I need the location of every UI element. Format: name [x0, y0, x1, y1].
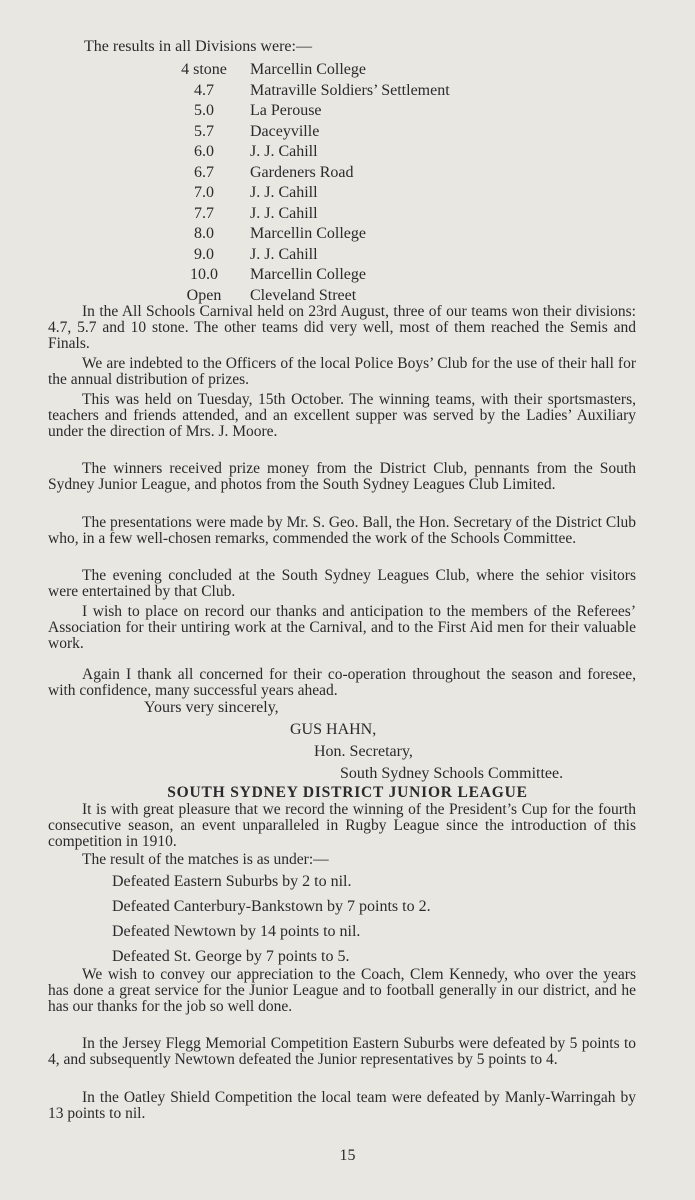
- signatory-committee: South Sydney Schools Committee.: [340, 765, 564, 782]
- paragraph-presidents-cup: It is with great pleasure that we record the winning of the President’s Cup for the fourth consecutive season, an event unparalleled in Rugby League since the introduction of this competition in 1910.: [48, 801, 636, 850]
- division-label: Open: [186, 286, 222, 304]
- letter-closing: Yours very sincerely,: [144, 699, 279, 716]
- winning-team: Daceyville: [250, 122, 320, 140]
- division-label: 8.0: [194, 225, 214, 242]
- division-label: 5.7: [194, 122, 214, 140]
- result-row: [170, 60, 450, 81]
- result-row: [170, 245, 450, 266]
- division-label: 7.0: [194, 184, 214, 201]
- result-row: [170, 142, 450, 163]
- paragraph-jersey-flegg: In the Jersey Flegg Memorial Competition Eastern Suburbs were defeated by 5 points to 4, and subsequently Newtown defeated the Junior representatives by 5 points to 4.: [48, 1035, 636, 1068]
- division-label: 4.7: [194, 81, 214, 99]
- division-label: 5.0: [194, 102, 214, 119]
- signatory-name: GUS HAHN,: [290, 721, 377, 738]
- result-row: [170, 224, 450, 245]
- result-row: [170, 101, 450, 122]
- results-intro: The results in all Divisions were:—: [84, 38, 312, 55]
- result-row: [170, 204, 450, 225]
- match-result: Defeated Canterbury-Bankstown by 7 points to 2.: [112, 898, 431, 915]
- page-number: 15: [339, 1147, 356, 1164]
- winning-team: Marcellin College: [250, 61, 366, 78]
- section-heading: SOUTH SYDNEY DISTRICT JUNIOR LEAGUE: [167, 784, 528, 801]
- result-row: [170, 163, 450, 184]
- winning-team: J. J. Cahill: [250, 204, 318, 222]
- division-label: 10.0: [190, 266, 218, 283]
- paragraph-prize-night: This was held on Tuesday, 15th October. The winning teams, with their sportsmasters, teachers and friends attended, and an excellent supper was served by the Ladies’ Auxiliary under the direction of Mrs. J. Moore.: [48, 391, 636, 440]
- division-label: 6.0: [194, 143, 214, 160]
- match-result: Defeated Eastern Suburbs by 2 to nil.: [112, 873, 352, 890]
- signatory-title: Hon. Secretary,: [314, 743, 413, 760]
- winning-team: Matraville Soldiers’ Settlement: [250, 81, 450, 99]
- division-label: 6.7: [194, 163, 214, 181]
- result-row: [170, 265, 450, 286]
- paragraph-carnival: In the All Schools Carnival held on 23rd August, three of our teams won their divisions: 4.7, 5.7 and 10 stone. The other teams did very well, most of them reached the Semis and Finals.: [48, 303, 636, 352]
- result-row: [170, 122, 450, 143]
- winning-team: Marcellin College: [250, 266, 366, 283]
- division-label: 7.7: [194, 204, 214, 222]
- winning-team: J. J. Cahill: [250, 143, 318, 160]
- paragraph-coach: We wish to convey our appreciation to the Coach, Clem Kennedy, who over the years has done a great service for the Junior League and to football generally in our district, and he has our thanks for the job so well done.: [48, 966, 636, 1015]
- paragraph-match-results-intro: The result of the matches is as under:—: [82, 851, 329, 868]
- division-results-list: [170, 60, 450, 306]
- winning-team: Gardeners Road: [250, 163, 354, 181]
- paragraph-thanks: Again I thank all concerned for their co-operation throughout the season and foresee, with confidence, many successful years ahead.: [48, 666, 636, 699]
- winning-team: La Perouse: [250, 102, 322, 119]
- paragraph-referees: I wish to place on record our thanks and anticipation to the members of the Referees’ Association for their untiring work at the Carnival, and to the First Aid men for their valuable work.: [48, 603, 636, 652]
- paragraph-presentations: The presentations were made by Mr. S. Geo. Ball, the Hon. Secretary of the District Club who, in a few well-chosen remarks, commended the work of the Schools Committee.: [48, 514, 636, 547]
- winning-team: Marcellin College: [250, 225, 366, 242]
- winning-team: J. J. Cahill: [250, 184, 318, 201]
- result-row: [170, 183, 450, 204]
- paragraph-evening: The evening concluded at the South Sydney Leagues Club, where the sehior visitors were entertained by that Club.: [48, 567, 636, 600]
- match-result: Defeated Newtown by 14 points to nil.: [112, 923, 361, 940]
- division-label: 4 stone: [181, 61, 227, 78]
- division-label: 9.0: [194, 245, 214, 263]
- paragraph-prize-money: The winners received prize money from the District Club, pennants from the South Sydney Junior League, and photos from the South Sydney Leagues Club Limited.: [48, 460, 636, 493]
- winning-team: J. J. Cahill: [250, 245, 318, 263]
- winning-team: Cleveland Street: [250, 286, 357, 304]
- result-row: [170, 81, 450, 102]
- paragraph-police-club: We are indebted to the Officers of the local Police Boys’ Club for the use of their hall for the annual distribution of prizes.: [48, 355, 636, 388]
- paragraph-oatley-shield: In the Oatley Shield Competition the local team were defeated by Manly-Warringah by 13 points to nil.: [48, 1089, 636, 1122]
- match-result: Defeated St. George by 7 points to 5.: [112, 948, 350, 965]
